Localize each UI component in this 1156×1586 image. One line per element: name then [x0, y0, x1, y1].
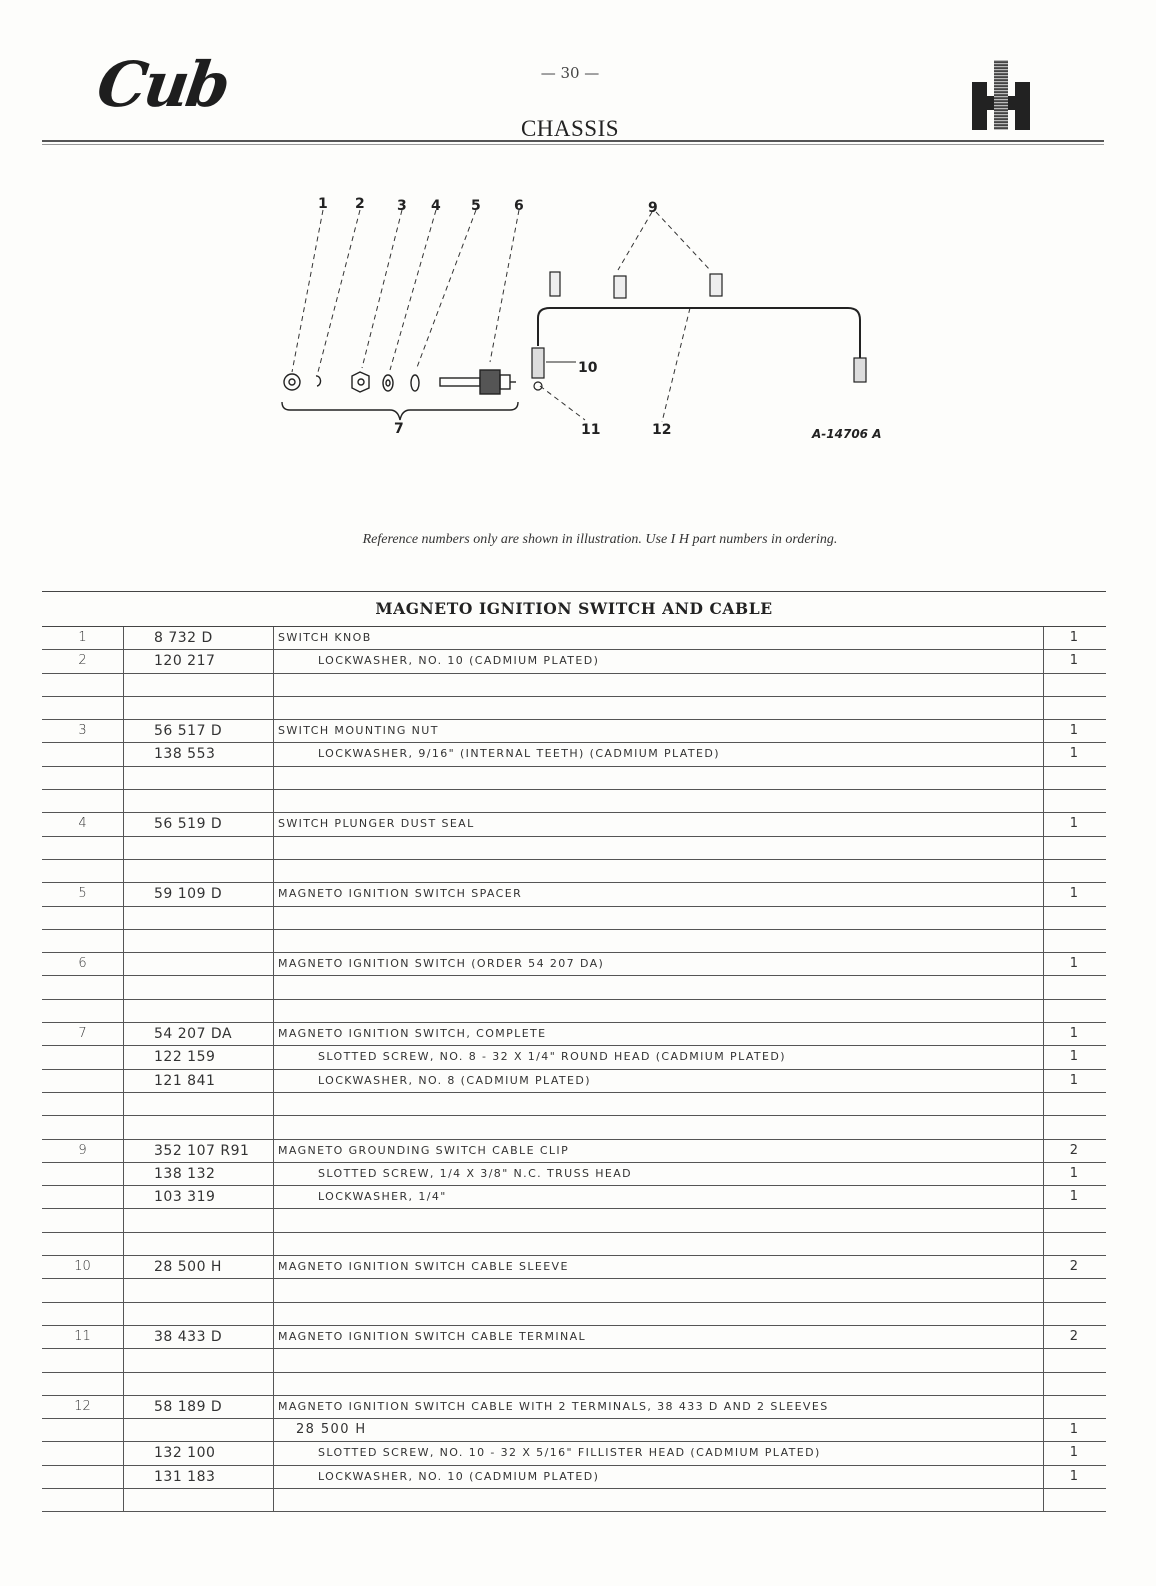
part-description: LOCKWASHER, NO. 10 (CADMIUM PLATED) [274, 650, 1044, 672]
part-number [124, 767, 274, 789]
quantity [1044, 697, 1096, 719]
table-row [42, 813, 1106, 836]
part-description: MAGNETO IGNITION SWITCH CABLE TERMINAL [274, 1326, 1044, 1348]
table-row [42, 627, 1106, 650]
ref-label: 12 [652, 422, 672, 438]
part-number: 120 217 [124, 650, 274, 672]
ref-number [42, 1233, 124, 1255]
quantity: 1 [1069, 1422, 1078, 1438]
part-description [274, 930, 1044, 952]
table-row [42, 1140, 1106, 1163]
quantity: 2 [1069, 1142, 1078, 1158]
quantity [1044, 837, 1096, 859]
part-number [124, 1233, 274, 1255]
table-row [42, 1023, 1106, 1046]
part-number [124, 930, 274, 952]
quantity: 1 [1069, 1026, 1078, 1042]
quantity [1044, 1233, 1096, 1255]
quantity: 2 [1069, 1259, 1078, 1275]
table-row [42, 1256, 1106, 1279]
ref-label: 2 [355, 196, 365, 212]
quantity [1044, 790, 1096, 812]
part-number [124, 953, 274, 975]
table-row [42, 1396, 1106, 1419]
part-description [274, 1489, 1044, 1511]
table-row [42, 1070, 1106, 1093]
table-row [42, 674, 1106, 697]
part-number [124, 1373, 274, 1395]
parts-illustration [270, 190, 910, 460]
ref-label: 7 [394, 421, 404, 437]
part-description: SLOTTED SCREW, NO. 8 - 32 X 1/4" ROUND HEAD (CADMIUM PLATED) [274, 1046, 1044, 1068]
quantity [1044, 1303, 1096, 1325]
quantity [1044, 1489, 1096, 1511]
ref-label: 10 [578, 360, 598, 376]
ref-number [42, 907, 124, 929]
quantity: 1 [1069, 886, 1078, 902]
quantity: 2 [1069, 1328, 1078, 1344]
quantity [1044, 1373, 1096, 1395]
quantity [1044, 767, 1096, 789]
ref-label: 3 [397, 198, 407, 214]
quantity: 1 [1069, 1049, 1078, 1065]
part-description [274, 907, 1044, 929]
quantity: 1 [1069, 816, 1078, 832]
ref-number [42, 1209, 124, 1231]
quantity [1044, 1349, 1096, 1371]
part-description [274, 1093, 1044, 1115]
ref-number [42, 767, 124, 789]
quantity [1044, 674, 1096, 696]
table-row [42, 860, 1106, 883]
part-number [124, 907, 274, 929]
ref-number: 2 [42, 650, 124, 672]
table-row [42, 1373, 1106, 1396]
part-description: 28 500 H [274, 1419, 1044, 1441]
ref-number [42, 1046, 124, 1068]
part-number: 138 553 [124, 743, 274, 765]
part-number: 8 732 D [124, 627, 274, 649]
ref-number [42, 1070, 124, 1092]
ref-number [42, 1186, 124, 1208]
part-number: 28 500 H [124, 1256, 274, 1278]
ref-number [42, 837, 124, 859]
part-description [274, 1279, 1044, 1301]
ref-number [42, 1489, 124, 1511]
table-row [42, 837, 1106, 860]
table-row [42, 1000, 1106, 1023]
part-number: 59 109 D [124, 883, 274, 905]
table-row [42, 930, 1106, 953]
ref-number [42, 1116, 124, 1138]
quantity: 1 [1069, 1445, 1078, 1461]
parts-rows [42, 627, 1106, 1512]
table-row [42, 953, 1106, 976]
table-row [42, 790, 1106, 813]
table-row [42, 1326, 1106, 1349]
part-number [124, 1419, 274, 1441]
quantity: 1 [1069, 1468, 1078, 1484]
part-description [274, 1373, 1044, 1395]
ref-number [42, 860, 124, 882]
table-title: MAGNETO IGNITION SWITCH AND CABLE [42, 592, 1106, 627]
ref-number: 3 [42, 720, 124, 742]
section-title: CHASSIS [520, 116, 620, 141]
figure-code: A-14706 A [812, 427, 882, 441]
ref-label: 6 [514, 198, 524, 214]
quantity [1044, 1209, 1096, 1231]
ref-number-labels [318, 196, 671, 438]
part-number [124, 1093, 274, 1115]
quantity [1044, 1396, 1096, 1418]
parts-table [42, 591, 1106, 1512]
quantity: 1 [1069, 1165, 1078, 1181]
quantity [1044, 976, 1096, 998]
ref-label: 4 [431, 198, 441, 214]
part-number: 56 519 D [124, 813, 274, 835]
part-description [274, 767, 1044, 789]
part-description [274, 697, 1044, 719]
table-row [42, 1419, 1106, 1442]
part-number: 38 433 D [124, 1326, 274, 1348]
part-number [124, 790, 274, 812]
ref-number: 7 [42, 1023, 124, 1045]
table-row [42, 1466, 1106, 1489]
part-number [124, 1303, 274, 1325]
part-number: 121 841 [124, 1070, 274, 1092]
ref-label: 1 [318, 196, 328, 212]
illustration-caption: Reference numbers only are shown in illustration. Use I H part numbers in ordering. [362, 532, 838, 547]
quantity [1044, 930, 1096, 952]
ref-label: 9 [648, 200, 658, 216]
part-description: LOCKWASHER, 9/16" (INTERNAL TEETH) (CADMIUM PLATED) [274, 743, 1044, 765]
ref-number [42, 1000, 124, 1022]
ref-label: 5 [471, 198, 481, 214]
ref-number [42, 976, 124, 998]
part-number: 132 100 [124, 1442, 274, 1464]
part-description [274, 1233, 1044, 1255]
table-row [42, 697, 1106, 720]
table-row [42, 1046, 1106, 1069]
part-description: SLOTTED SCREW, 1/4 X 3/8" N.C. TRUSS HEAD [274, 1163, 1044, 1185]
part-description [274, 1116, 1044, 1138]
ref-number: 11 [42, 1326, 124, 1348]
part-description: LOCKWASHER, NO. 10 (CADMIUM PLATED) [274, 1466, 1044, 1488]
part-description: SWITCH PLUNGER DUST SEAL [274, 813, 1044, 835]
ref-number [42, 930, 124, 952]
ref-number [42, 1419, 124, 1441]
ref-number: 5 [42, 883, 124, 905]
header-rule [42, 140, 1104, 145]
table-row [42, 1489, 1106, 1512]
quantity [1044, 1116, 1096, 1138]
ref-number [42, 1303, 124, 1325]
table-row [42, 883, 1106, 906]
table-row [42, 1186, 1106, 1209]
part-description [274, 976, 1044, 998]
table-row [42, 1303, 1106, 1326]
part-number: 58 189 D [124, 1396, 274, 1418]
part-description [274, 674, 1044, 696]
part-description [274, 1000, 1044, 1022]
ref-number: 10 [42, 1256, 124, 1278]
ref-number: 9 [42, 1140, 124, 1162]
table-row [42, 1116, 1106, 1139]
table-row [42, 1209, 1106, 1232]
quantity [1044, 860, 1096, 882]
part-description: MAGNETO IGNITION SWITCH (ORDER 54 207 DA) [274, 953, 1044, 975]
ref-number [42, 1373, 124, 1395]
quantity: 1 [1069, 746, 1078, 762]
part-number [124, 697, 274, 719]
quantity: 1 [1069, 653, 1078, 669]
ref-number: 12 [42, 1396, 124, 1418]
part-description [274, 1349, 1044, 1371]
part-number [124, 860, 274, 882]
part-description: MAGNETO IGNITION SWITCH CABLE WITH 2 TERMINALS, 38 433 D AND 2 SLEEVES [274, 1396, 1044, 1418]
part-number: 131 183 [124, 1466, 274, 1488]
table-row [42, 1442, 1106, 1465]
ref-number [42, 1442, 124, 1464]
ref-number [42, 1349, 124, 1371]
part-description: SWITCH MOUNTING NUT [274, 720, 1044, 742]
part-number: 56 517 D [124, 720, 274, 742]
part-description [274, 1209, 1044, 1231]
part-description: LOCKWASHER, 1/4" [274, 1186, 1044, 1208]
part-number [124, 1489, 274, 1511]
cub-logo: Cub [92, 48, 232, 121]
part-description [274, 837, 1044, 859]
quantity: 1 [1069, 1189, 1078, 1205]
ref-number: 4 [42, 813, 124, 835]
table-row [42, 1279, 1106, 1302]
table-row [42, 650, 1106, 673]
ref-number [42, 790, 124, 812]
part-description: SLOTTED SCREW, NO. 10 - 32 X 5/16" FILLISTER HEAD (CADMIUM PLATED) [274, 1442, 1044, 1464]
part-description [274, 790, 1044, 812]
quantity: 1 [1069, 723, 1078, 739]
part-description [274, 1303, 1044, 1325]
table-row [42, 907, 1106, 930]
table-row [42, 1093, 1106, 1116]
part-number [124, 976, 274, 998]
part-number [124, 1209, 274, 1231]
ref-number: 6 [42, 953, 124, 975]
part-number: 352 107 R91 [124, 1140, 274, 1162]
quantity [1044, 907, 1096, 929]
part-description: MAGNETO IGNITION SWITCH SPACER [274, 883, 1044, 905]
part-description: SWITCH KNOB [274, 627, 1044, 649]
table-row [42, 767, 1106, 790]
quantity: 1 [1069, 956, 1078, 972]
ref-number [42, 1279, 124, 1301]
quantity [1044, 1093, 1096, 1115]
part-description: MAGNETO GROUNDING SWITCH CABLE CLIP [274, 1140, 1044, 1162]
ih-logo [972, 60, 1030, 130]
table-row [42, 720, 1106, 743]
table-row [42, 976, 1106, 999]
ref-number: 1 [42, 627, 124, 649]
part-number: 54 207 DA [124, 1023, 274, 1045]
table-row [42, 1163, 1106, 1186]
part-number [124, 1349, 274, 1371]
part-number [124, 674, 274, 696]
ref-number [42, 697, 124, 719]
quantity: 1 [1069, 630, 1078, 645]
part-number [124, 1279, 274, 1301]
ref-number [42, 1093, 124, 1115]
table-row [42, 1349, 1106, 1372]
ref-number [42, 674, 124, 696]
quantity [1044, 1000, 1096, 1022]
ref-number [42, 1163, 124, 1185]
part-description: LOCKWASHER, NO. 8 (CADMIUM PLATED) [274, 1070, 1044, 1092]
table-row [42, 1233, 1106, 1256]
part-description: MAGNETO IGNITION SWITCH CABLE SLEEVE [274, 1256, 1044, 1278]
part-number [124, 1000, 274, 1022]
part-number [124, 1116, 274, 1138]
quantity [1044, 1279, 1096, 1301]
ref-number [42, 1466, 124, 1488]
part-number [124, 837, 274, 859]
part-number: 138 132 [124, 1163, 274, 1185]
part-number: 103 319 [124, 1186, 274, 1208]
page-number: — 30 — [540, 64, 600, 82]
part-description: MAGNETO IGNITION SWITCH, COMPLETE [274, 1023, 1044, 1045]
part-description [274, 860, 1044, 882]
table-row [42, 743, 1106, 766]
part-number: 122 159 [124, 1046, 274, 1068]
quantity: 1 [1069, 1072, 1078, 1088]
ref-label: 11 [581, 422, 601, 438]
ref-number [42, 743, 124, 765]
